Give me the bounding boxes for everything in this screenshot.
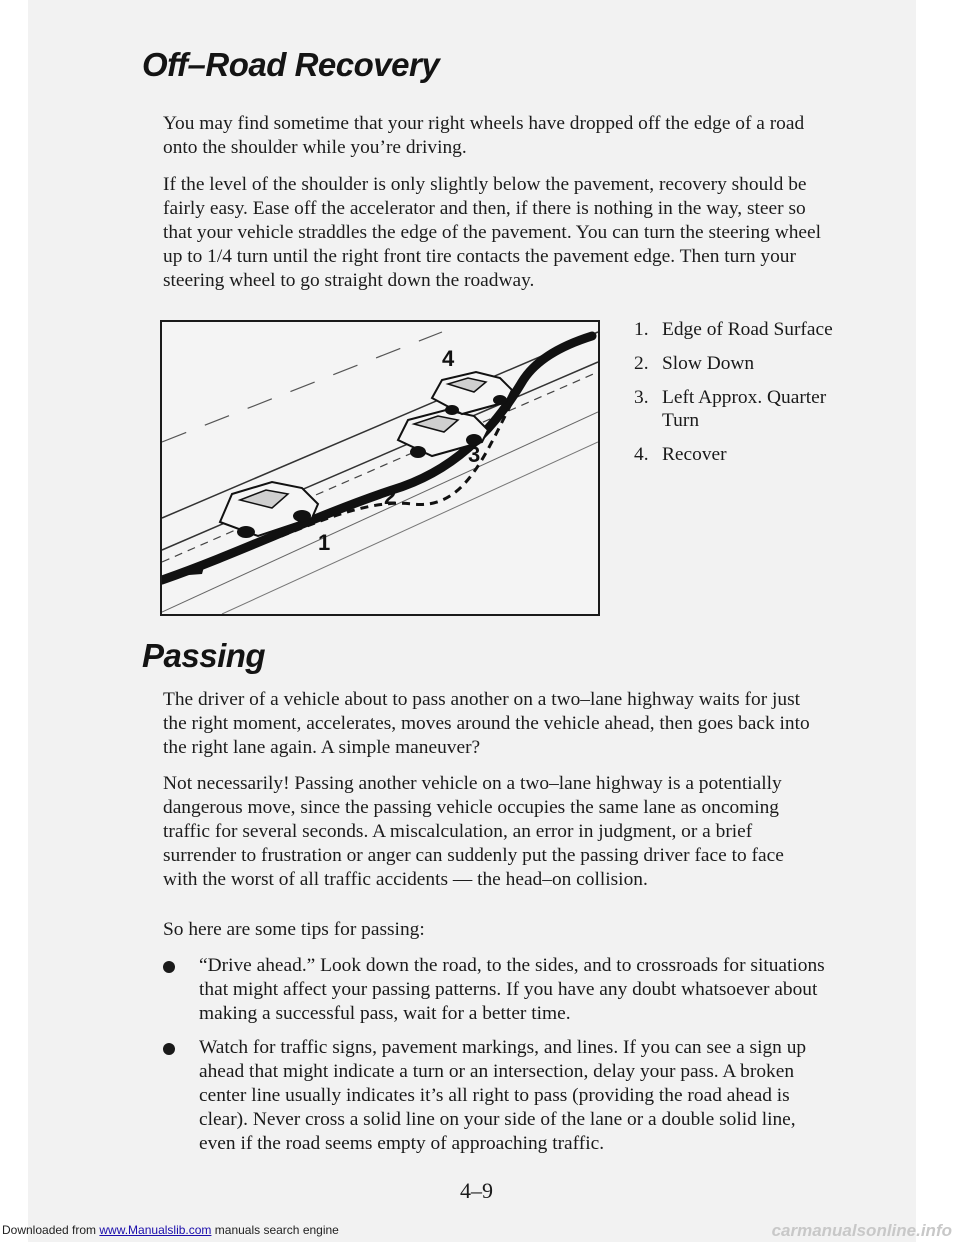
manualslib-link[interactable]: www.Manualslib.com: [99, 1223, 212, 1237]
legend-item: 1. Edge of Road Surface: [634, 319, 833, 340]
legend-item: 4. Recover: [634, 444, 727, 465]
car-1: [220, 482, 318, 538]
footer-source: Downloaded from www.Manualslib.com manuals search engine: [2, 1223, 339, 1237]
figure-label-1: 1: [318, 530, 331, 555]
figure-label-3: 3: [468, 442, 481, 467]
paragraph-offroad-2: If the level of the shoulder is only slightly below the pavement, recovery should be fairly easy. Ease off the accelerator and then, if there is nothing in the way, steer so that your vehicle straddles the edge of the pavement. You can turn the steering wheel up to 1/4 turn until the right front tire contacts the pavement edge. Then turn your steering wheel to go straight down the roadway.: [163, 174, 822, 291]
legend-item: 2. Slow Down: [634, 353, 755, 374]
list-item: Watch for traffic signs, pavement markings, and lines. If you can see a sign up ahead that might indicate a turn or an intersection, delay your pass. A broken center line usually indicates it’s all right to pass (providing the road ahead is clear). Never cross a solid line on your side of the lane or a double solid line, even if the road seems empty of approaching traffic.: [163, 1036, 833, 1156]
list-item: “Drive ahead.” Look down the road, to the sides, and to crossroads for situations that might affect your passing patterns. If you have any doubt whatsoever about making a successful pass, wait for a better time.: [163, 954, 833, 1026]
shoulder-edge-dashed: [162, 372, 598, 562]
legend-item: 3. Left Approx. Quarter Turn: [634, 387, 827, 431]
paragraph-passing-1: The driver of a vehicle about to pass another on a two–lane highway waits for just the right moment, accelerates, moves around the vehicle ahead, then goes back into the right lane again. A simple maneuver?: [163, 689, 810, 758]
section-title-passing: Passing: [142, 637, 266, 674]
page-number: 4–9: [460, 1178, 493, 1203]
figure-label-4: 4: [442, 346, 455, 371]
offroad-recovery-illustration: [160, 320, 600, 616]
download-footer: [0, 1220, 960, 1242]
section-title-offroad-recovery: Off–Road Recovery: [142, 46, 440, 83]
bullet-icon: [163, 961, 175, 973]
bullet-icon: [163, 1043, 175, 1055]
figure-legend: [634, 318, 834, 477]
paragraph-offroad-1: You may find sometime that your right wheels have dropped off the edge of a road onto the shoulder while you’re driving.: [163, 113, 805, 158]
paragraph-passing-2: Not necessarily! Passing another vehicle on a two–lane highway is a potentially dangerous move, since the passing vehicle occupies the same lane as oncoming traffic for several seconds. A miscalculation, an error in judgment, or a brief surrender to frustration or anger can suddenly put the passing driver face to face with the worst of all traffic accidents — the head–on collision.: [163, 773, 784, 890]
watermark: carmanualsonline.info: [771, 1221, 952, 1240]
road-diagram: [162, 322, 598, 614]
center-dashed-line: [162, 332, 442, 442]
paragraph-passing-3: So here are some tips for passing:: [163, 919, 425, 940]
figure-label-2: 2: [384, 484, 397, 509]
passing-tips-list: [163, 954, 833, 1166]
